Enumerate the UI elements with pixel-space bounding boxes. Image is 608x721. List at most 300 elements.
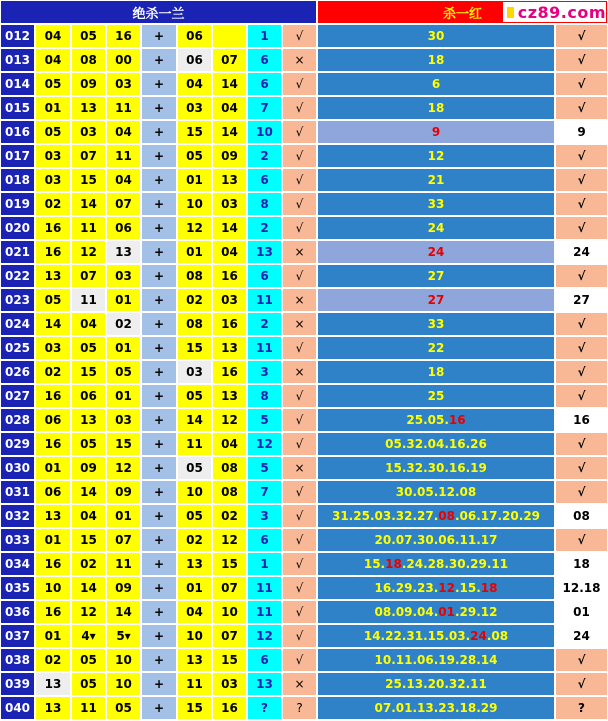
red-number-text: 15. bbox=[363, 557, 386, 571]
red-number-text: 33 bbox=[427, 197, 445, 211]
pick-number: 11 bbox=[106, 96, 141, 120]
pick-number: 03 bbox=[106, 72, 141, 96]
blue-number: 6 bbox=[247, 48, 282, 72]
pick-number: 05 bbox=[35, 72, 71, 96]
pick-number: 05 bbox=[177, 144, 212, 168]
right-result-mark: √ bbox=[555, 72, 608, 96]
blue-number: 2 bbox=[247, 312, 282, 336]
pick-number: 11 bbox=[177, 432, 212, 456]
pick-number: 13 bbox=[177, 552, 212, 576]
right-result-mark: √ bbox=[555, 168, 608, 192]
right-result-mark: √ bbox=[555, 216, 608, 240]
table-row bbox=[0, 504, 608, 528]
plus-sign: + bbox=[141, 360, 177, 384]
red-number-text: 20.07.30.06.11.17 bbox=[374, 533, 498, 547]
kill-red-numbers bbox=[317, 216, 555, 240]
pick-number: 16 bbox=[35, 600, 71, 624]
table-row bbox=[0, 408, 608, 432]
pick-number: 15 bbox=[177, 696, 212, 720]
red-number-text: 18 bbox=[427, 101, 445, 115]
plus-sign: + bbox=[141, 192, 177, 216]
pick-number: 07 bbox=[71, 264, 106, 288]
issue-number: 026 bbox=[0, 360, 35, 384]
pick-number: 01 bbox=[35, 528, 71, 552]
blue-number: 1 bbox=[247, 552, 282, 576]
pick-number: 04 bbox=[71, 312, 106, 336]
pick-number: 05 bbox=[35, 288, 71, 312]
red-number-text: .06.17.20.29 bbox=[454, 509, 541, 523]
plus-sign: + bbox=[141, 336, 177, 360]
left-hit-mark: × bbox=[282, 48, 317, 72]
pick-number: 00 bbox=[106, 48, 141, 72]
blue-number: 1 bbox=[247, 24, 282, 48]
kill-red-numbers bbox=[317, 504, 555, 528]
pick-number: 03 bbox=[106, 264, 141, 288]
blue-number: 2 bbox=[247, 144, 282, 168]
plus-sign: + bbox=[141, 672, 177, 696]
pick-number: 03 bbox=[35, 144, 71, 168]
hit-number: 9 bbox=[431, 125, 441, 139]
pick-number: 02 bbox=[106, 312, 141, 336]
issue-number: 016 bbox=[0, 120, 35, 144]
right-result-mark: √ bbox=[555, 456, 608, 480]
right-result-mark: √ bbox=[555, 672, 608, 696]
kill-red-numbers bbox=[317, 312, 555, 336]
blue-number: 2 bbox=[247, 216, 282, 240]
pick-number: 11 bbox=[71, 696, 106, 720]
red-number-text: .08 bbox=[486, 629, 509, 643]
plus-sign: + bbox=[141, 288, 177, 312]
pick-number: 01 bbox=[35, 456, 71, 480]
red-number-text: 07.01.13.23.18.29 bbox=[374, 701, 498, 715]
hit-number: 24 bbox=[470, 629, 487, 643]
right-result-mark: √ bbox=[555, 336, 608, 360]
issue-number: 040 bbox=[0, 696, 35, 720]
left-hit-mark: √ bbox=[282, 624, 317, 648]
kill-red-numbers bbox=[317, 168, 555, 192]
table-row bbox=[0, 384, 608, 408]
pick-number: 11 bbox=[177, 672, 212, 696]
kill-red-numbers bbox=[317, 408, 555, 432]
pick-number: 04 bbox=[106, 120, 141, 144]
pick-number: 10 bbox=[177, 624, 212, 648]
pick-number: 01 bbox=[177, 240, 212, 264]
table-row bbox=[0, 432, 608, 456]
kill-red-numbers bbox=[317, 192, 555, 216]
issue-number: 013 bbox=[0, 48, 35, 72]
right-result-mark: √ bbox=[555, 96, 608, 120]
issue-number: 036 bbox=[0, 600, 35, 624]
hit-number: 27 bbox=[427, 293, 445, 307]
red-number-text: 27 bbox=[427, 269, 445, 283]
pick-number: 09 bbox=[71, 456, 106, 480]
blue-number: 5 bbox=[247, 408, 282, 432]
pick-number: 15 bbox=[177, 336, 212, 360]
table-row bbox=[0, 312, 608, 336]
pick-number: 14 bbox=[71, 192, 106, 216]
issue-number: 023 bbox=[0, 288, 35, 312]
kill-red-numbers bbox=[317, 528, 555, 552]
right-result-mark: 08 bbox=[555, 504, 608, 528]
blue-number: 6 bbox=[247, 648, 282, 672]
issue-number: 017 bbox=[0, 144, 35, 168]
pick-number: 05 bbox=[71, 672, 106, 696]
pick-number: 08 bbox=[212, 456, 247, 480]
blue-number: 8 bbox=[247, 384, 282, 408]
pick-number: 04 bbox=[212, 96, 247, 120]
right-result-mark: √ bbox=[555, 144, 608, 168]
pick-number: 13 bbox=[35, 672, 71, 696]
issue-number: 025 bbox=[0, 336, 35, 360]
pick-number: 08 bbox=[177, 264, 212, 288]
blue-number: 12 bbox=[247, 432, 282, 456]
pick-number: 13 bbox=[35, 264, 71, 288]
pick-number: 06 bbox=[35, 408, 71, 432]
kill-red-numbers bbox=[317, 696, 555, 720]
table-row bbox=[0, 48, 608, 72]
plus-sign: + bbox=[141, 24, 177, 48]
left-hit-mark: √ bbox=[282, 264, 317, 288]
hit-number: 18 bbox=[480, 581, 498, 595]
pick-number: 05 bbox=[35, 120, 71, 144]
right-result-mark: 18 bbox=[555, 552, 608, 576]
red-number-text: 14.22.31.15.03. bbox=[363, 629, 471, 643]
kill-red-numbers bbox=[317, 600, 555, 624]
issue-number: 035 bbox=[0, 576, 35, 600]
pick-number: 07 bbox=[212, 624, 247, 648]
pick-number: 01 bbox=[106, 336, 141, 360]
pick-number: 12 bbox=[212, 408, 247, 432]
pick-number: 03 bbox=[177, 96, 212, 120]
pick-number: 06 bbox=[106, 216, 141, 240]
pick-number: 11 bbox=[71, 288, 106, 312]
right-result-mark: 27 bbox=[555, 288, 608, 312]
left-hit-mark: √ bbox=[282, 192, 317, 216]
red-number-text: 33 bbox=[427, 317, 445, 331]
pick-number: 02 bbox=[177, 288, 212, 312]
red-number-text: 25 bbox=[427, 389, 445, 403]
table-row bbox=[0, 480, 608, 504]
pick-number: 16 bbox=[35, 432, 71, 456]
plus-sign: + bbox=[141, 144, 177, 168]
pick-number: 01 bbox=[106, 288, 141, 312]
site-logo[interactable] bbox=[503, 2, 606, 22]
pick-number: 03 bbox=[212, 192, 247, 216]
issue-number: 012 bbox=[0, 24, 35, 48]
right-header-title: 杀一红 bbox=[317, 0, 608, 24]
pick-number: 14 bbox=[212, 216, 247, 240]
table-row bbox=[0, 72, 608, 96]
pick-number: 12 bbox=[106, 456, 141, 480]
pick-number: 14 bbox=[212, 120, 247, 144]
pick-number: 01 bbox=[106, 384, 141, 408]
plus-sign: + bbox=[141, 72, 177, 96]
pick-number: 04 bbox=[177, 600, 212, 624]
pick-number: 09 bbox=[71, 72, 106, 96]
red-number-text: 16.29.23. bbox=[374, 581, 439, 595]
right-result-mark: 12.18 bbox=[555, 576, 608, 600]
pick-number: 15 bbox=[71, 168, 106, 192]
table-row bbox=[0, 144, 608, 168]
pick-number: 08 bbox=[71, 48, 106, 72]
red-number-text: 30.05.12.08 bbox=[395, 485, 477, 499]
issue-number: 038 bbox=[0, 648, 35, 672]
blue-number: 12 bbox=[247, 624, 282, 648]
hit-number: 01 bbox=[438, 605, 455, 619]
pick-number: 16 bbox=[212, 264, 247, 288]
pick-number: 11 bbox=[106, 552, 141, 576]
table-row bbox=[0, 648, 608, 672]
red-number-text: .15. bbox=[454, 581, 481, 595]
plus-sign: + bbox=[141, 216, 177, 240]
pick-number: 04 bbox=[35, 24, 71, 48]
right-result-mark: 9 bbox=[555, 120, 608, 144]
plus-sign: + bbox=[141, 456, 177, 480]
pick-number: 05 bbox=[71, 432, 106, 456]
pick-number: 02 bbox=[177, 528, 212, 552]
pick-number: 10 bbox=[35, 576, 71, 600]
right-result-mark: ? bbox=[555, 696, 608, 720]
right-result-mark: √ bbox=[555, 384, 608, 408]
pick-number: 03 bbox=[177, 360, 212, 384]
left-hit-mark: √ bbox=[282, 408, 317, 432]
kill-red-numbers bbox=[317, 672, 555, 696]
blue-number: 8 bbox=[247, 192, 282, 216]
right-result-mark: 01 bbox=[555, 600, 608, 624]
pick-number: 07 bbox=[106, 192, 141, 216]
pick-number: 05 bbox=[106, 696, 141, 720]
hit-number: 08 bbox=[438, 509, 455, 523]
hit-number: 18 bbox=[385, 557, 402, 571]
blue-number: 11 bbox=[247, 576, 282, 600]
table-row bbox=[0, 264, 608, 288]
blue-number: 13 bbox=[247, 672, 282, 696]
left-hit-mark: × bbox=[282, 288, 317, 312]
pick-number: 05 bbox=[177, 456, 212, 480]
right-result-mark: 16 bbox=[555, 408, 608, 432]
kill-red-numbers bbox=[317, 120, 555, 144]
kill-red-numbers bbox=[317, 552, 555, 576]
plus-sign: + bbox=[141, 528, 177, 552]
pick-number: 16 bbox=[35, 552, 71, 576]
plus-sign: + bbox=[141, 312, 177, 336]
red-number-text: 21 bbox=[427, 173, 445, 187]
issue-number: 014 bbox=[0, 72, 35, 96]
plus-sign: + bbox=[141, 624, 177, 648]
pick-number: 15 bbox=[212, 648, 247, 672]
red-number-text: 25.05. bbox=[406, 413, 449, 427]
pick-number: 01 bbox=[106, 504, 141, 528]
pick-number: 02 bbox=[71, 552, 106, 576]
pick-number: 13 bbox=[71, 408, 106, 432]
pick-number: 14 bbox=[71, 480, 106, 504]
left-hit-mark: √ bbox=[282, 648, 317, 672]
pick-number: 16 bbox=[35, 216, 71, 240]
table-row bbox=[0, 24, 608, 48]
kill-red-numbers bbox=[317, 336, 555, 360]
red-number-text: 15.32.30.16.19 bbox=[385, 461, 487, 475]
right-result-mark: √ bbox=[555, 432, 608, 456]
pick-number: 14 bbox=[71, 576, 106, 600]
pick-number: 13 bbox=[35, 504, 71, 528]
issue-number: 039 bbox=[0, 672, 35, 696]
pick-number: 09 bbox=[106, 480, 141, 504]
pick-number: 05 bbox=[106, 360, 141, 384]
pick-number: 03 bbox=[212, 288, 247, 312]
plus-sign: + bbox=[141, 168, 177, 192]
pick-number: 02 bbox=[35, 192, 71, 216]
pick-number: 01 bbox=[177, 576, 212, 600]
table-row bbox=[0, 360, 608, 384]
pick-number: 06 bbox=[35, 480, 71, 504]
plus-sign: + bbox=[141, 696, 177, 720]
pick-number: 04 bbox=[35, 48, 71, 72]
red-number-text: 10.11.06.19.28.14 bbox=[374, 653, 498, 667]
right-result-mark: 24 bbox=[555, 624, 608, 648]
table-row bbox=[0, 456, 608, 480]
table-row bbox=[0, 336, 608, 360]
left-hit-mark: √ bbox=[282, 120, 317, 144]
left-hit-mark: × bbox=[282, 672, 317, 696]
table-row bbox=[0, 192, 608, 216]
pick-number: 05 bbox=[71, 24, 106, 48]
kill-red-numbers bbox=[317, 432, 555, 456]
left-hit-mark: √ bbox=[282, 504, 317, 528]
plus-sign: + bbox=[141, 384, 177, 408]
blue-number: 3 bbox=[247, 504, 282, 528]
pick-number: 05 bbox=[177, 504, 212, 528]
pick-number: 04 bbox=[106, 168, 141, 192]
right-result-mark: √ bbox=[555, 24, 608, 48]
pick-number: 07 bbox=[212, 576, 247, 600]
blue-number: 3 bbox=[247, 360, 282, 384]
pick-number: 08 bbox=[212, 480, 247, 504]
right-result-mark: √ bbox=[555, 312, 608, 336]
issue-number: 037 bbox=[0, 624, 35, 648]
red-number-text: 31.25.03.32.27. bbox=[331, 509, 439, 523]
plus-sign: + bbox=[141, 96, 177, 120]
pick-number: 01 bbox=[35, 96, 71, 120]
table-row bbox=[0, 576, 608, 600]
red-number-text: 6 bbox=[431, 77, 441, 91]
plus-sign: + bbox=[141, 264, 177, 288]
pick-number: 01 bbox=[35, 624, 71, 648]
left-hit-mark: × bbox=[282, 360, 317, 384]
pick-number: 05 bbox=[71, 648, 106, 672]
table-row bbox=[0, 672, 608, 696]
right-result-mark: √ bbox=[555, 48, 608, 72]
left-hit-mark: √ bbox=[282, 480, 317, 504]
table-row bbox=[0, 168, 608, 192]
pick-number: 12 bbox=[177, 216, 212, 240]
pick-number: 09 bbox=[106, 576, 141, 600]
pick-number: 14 bbox=[212, 72, 247, 96]
left-hit-mark: √ bbox=[282, 336, 317, 360]
pick-number: 07 bbox=[212, 48, 247, 72]
blue-number: 6 bbox=[247, 264, 282, 288]
blue-number: 6 bbox=[247, 528, 282, 552]
table-row bbox=[0, 120, 608, 144]
issue-number: 030 bbox=[0, 456, 35, 480]
left-hit-mark: √ bbox=[282, 384, 317, 408]
plus-sign: + bbox=[141, 552, 177, 576]
pick-number: 16 bbox=[212, 696, 247, 720]
issue-number: 020 bbox=[0, 216, 35, 240]
blue-number: 11 bbox=[247, 336, 282, 360]
red-number-text: .29.12 bbox=[454, 605, 498, 619]
hit-number: 24 bbox=[427, 245, 445, 259]
blue-number: 6 bbox=[247, 168, 282, 192]
pick-number: 02 bbox=[35, 648, 71, 672]
right-result-mark: √ bbox=[555, 264, 608, 288]
pick-number: 03 bbox=[35, 336, 71, 360]
left-hit-mark: √ bbox=[282, 24, 317, 48]
pick-number: 16 bbox=[35, 240, 71, 264]
issue-number: 027 bbox=[0, 384, 35, 408]
pick-number: 4▾ bbox=[71, 624, 106, 648]
plus-sign: + bbox=[141, 504, 177, 528]
red-number-text: 08.09.04. bbox=[374, 605, 439, 619]
pick-number: 16 bbox=[212, 312, 247, 336]
plus-sign: + bbox=[141, 48, 177, 72]
pick-number: 13 bbox=[212, 168, 247, 192]
blue-number: 13 bbox=[247, 240, 282, 264]
pick-number: 16 bbox=[35, 384, 71, 408]
pick-number: 03 bbox=[106, 408, 141, 432]
pick-number: 05 bbox=[177, 384, 212, 408]
issue-number: 015 bbox=[0, 96, 35, 120]
red-number-text: 25.13.20.32.11 bbox=[385, 677, 487, 691]
pick-number: 07 bbox=[71, 144, 106, 168]
kill-red-numbers bbox=[317, 360, 555, 384]
hit-number: 12 bbox=[438, 581, 455, 595]
pick-number: 14 bbox=[177, 408, 212, 432]
issue-number: 029 bbox=[0, 432, 35, 456]
red-number-text: 18 bbox=[427, 53, 445, 67]
plus-sign: + bbox=[141, 480, 177, 504]
pick-number: 11 bbox=[106, 144, 141, 168]
kill-red-numbers bbox=[317, 48, 555, 72]
pick-number: 07 bbox=[106, 528, 141, 552]
pick-number: 12 bbox=[212, 528, 247, 552]
kill-red-numbers bbox=[317, 576, 555, 600]
left-hit-mark: √ bbox=[282, 600, 317, 624]
left-header-title: 绝杀一兰 bbox=[0, 0, 317, 24]
right-result-mark: 24 bbox=[555, 240, 608, 264]
pick-number: 16 bbox=[106, 24, 141, 48]
pick-number: 15 bbox=[177, 120, 212, 144]
pick-number: 13 bbox=[177, 648, 212, 672]
pick-number: 03 bbox=[212, 672, 247, 696]
pick-number: 14 bbox=[106, 600, 141, 624]
pick-number: 10 bbox=[106, 648, 141, 672]
blue-number: 7 bbox=[247, 96, 282, 120]
right-result-mark: √ bbox=[555, 360, 608, 384]
red-number-text: 30 bbox=[427, 29, 445, 43]
left-hit-mark: √ bbox=[282, 168, 317, 192]
plus-sign: + bbox=[141, 408, 177, 432]
kill-red-numbers bbox=[317, 264, 555, 288]
red-number-text: 22 bbox=[427, 341, 445, 355]
red-number-text: 24 bbox=[427, 221, 445, 235]
pick-number: 5▾ bbox=[106, 624, 141, 648]
left-hit-mark: × bbox=[282, 456, 317, 480]
pick-number: 06 bbox=[71, 384, 106, 408]
plus-sign: + bbox=[141, 576, 177, 600]
red-number-text: 18 bbox=[427, 365, 445, 379]
red-number-text: 12 bbox=[427, 149, 445, 163]
pick-number: 04 bbox=[71, 504, 106, 528]
